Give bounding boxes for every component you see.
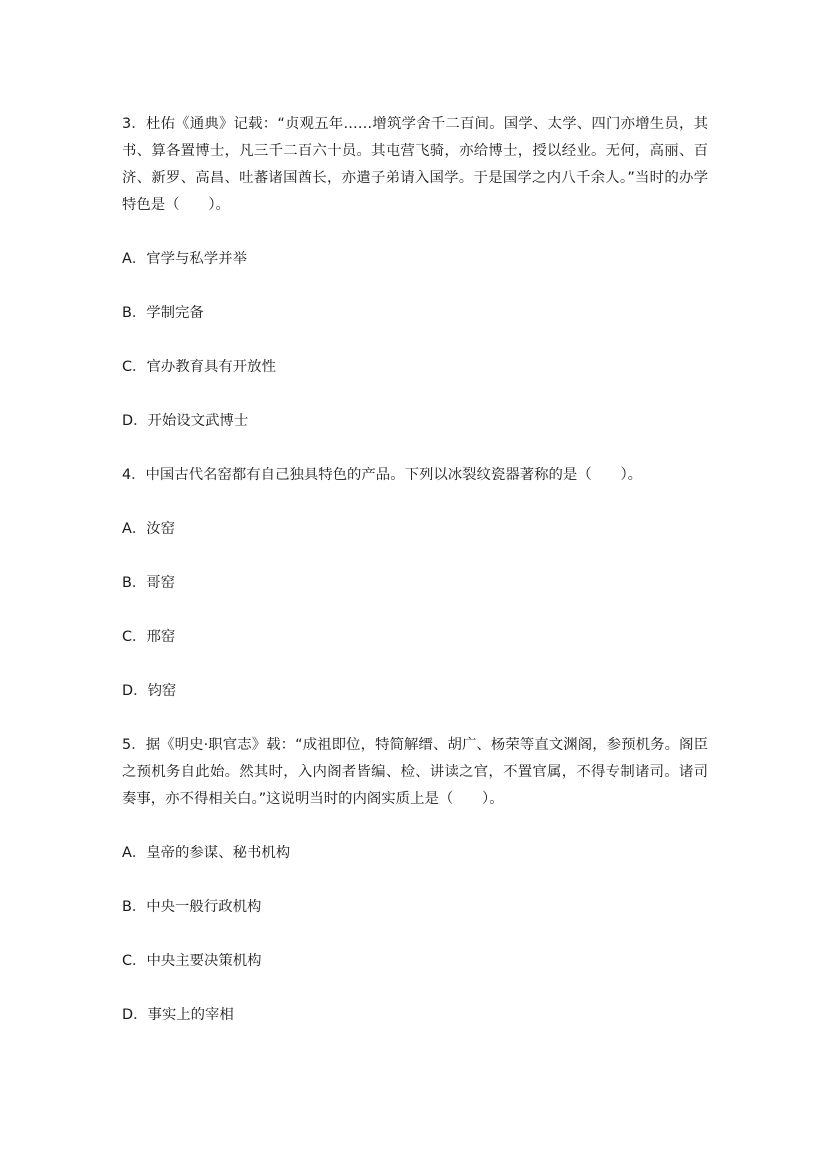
question-3-option-d: D．开始设文武博士 xyxy=(122,413,249,429)
question-4-option-c: C．邢窑 xyxy=(122,629,176,645)
question-5-option-d: D．事实上的宰相 xyxy=(122,1007,234,1023)
question-3 xyxy=(122,111,708,462)
question-4-option-a: A．汝窑 xyxy=(122,521,176,537)
question-5-option-a: A．皇帝的参谋、秘书机构 xyxy=(122,845,291,861)
question-5-stem: 5．据《明史·职官志》载：“成祖即位，特简解缙、胡广、杨荣等直文渊阁，参预机务。阁臣之预机务自此始。然其时，入内阁者皆编、检、讲读之官，不置官属，不得专制诸司。诸司奏事，亦不得相关白。”这说明当时的内阁实质上是（ ）。 xyxy=(122,737,708,807)
question-4 xyxy=(122,462,708,732)
question-5 xyxy=(122,732,708,1029)
question-4-stem: 4．中国古代名窑都有自己独具特色的产品。下列以冰裂纹瓷器著称的是（ ）。 xyxy=(122,467,643,483)
question-3-option-c: C．官办教育具有开放性 xyxy=(122,359,276,375)
question-5-option-c: C．中央主要决策机构 xyxy=(122,953,262,969)
document-page xyxy=(122,111,708,1029)
question-4-option-d: D．钧窑 xyxy=(122,683,177,699)
question-5-option-b: B．中央一般行政机构 xyxy=(122,899,262,915)
question-4-option-b: B．哥窑 xyxy=(122,575,176,591)
question-3-option-b: B．学制完备 xyxy=(122,305,204,321)
question-3-option-a: A．官学与私学并举 xyxy=(122,251,247,267)
question-3-stem: 3．杜佑《通典》记载：“贞观五年……增筑学舍千二百间。国学、太学、四门亦增生员，其书、算各置博士，凡三千二百六十员。其屯营飞骑，亦给博士，授以经业。无何，高丽、百济、新罗、高昌、吐蕃诸国酋长，亦遣子弟请入国学。于是国学之内八千余人。”当时的办学特色是（ ）。 xyxy=(122,116,708,213)
